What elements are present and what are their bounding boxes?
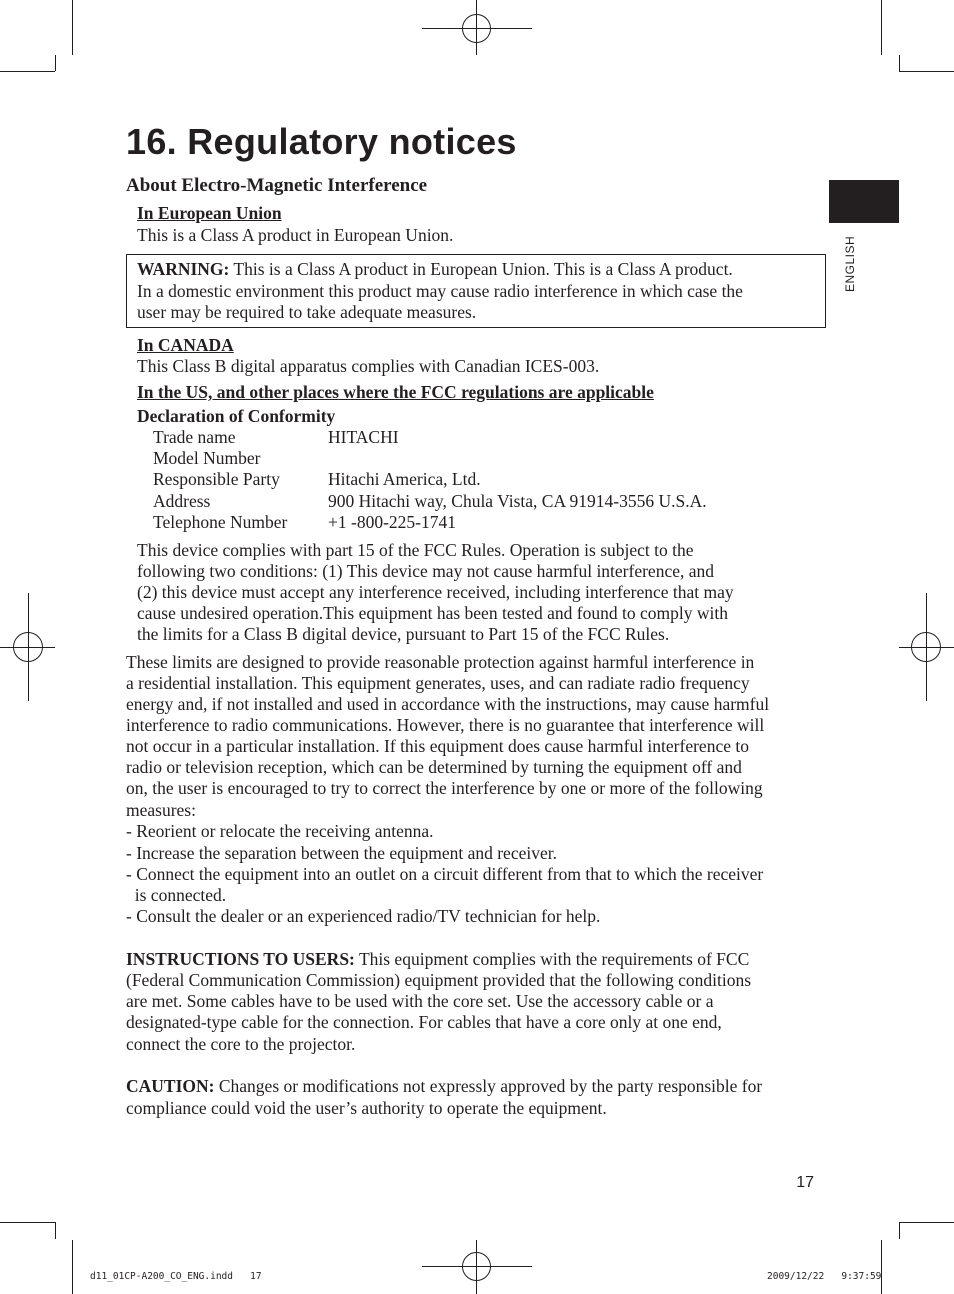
declaration-label: Model Number — [153, 448, 261, 469]
limits-line: on, the user is encouraged to try to correct the interference by one or more of the following — [126, 778, 763, 798]
measure-item: - Consult the dealer or an experienced radio/TV technician for help. — [126, 906, 601, 926]
declaration-label: Trade name — [153, 427, 236, 447]
warning-text-1: This is a Class A product in European Union. This is a Class A product. — [229, 259, 733, 279]
instructions-line: connect the core to the projector. — [126, 1034, 356, 1054]
warning-line-1 — [137, 259, 733, 280]
declaration-table — [153, 427, 707, 533]
declaration-row — [153, 469, 707, 490]
declaration-row — [153, 491, 707, 512]
declaration-row — [153, 512, 707, 533]
limits-line: not occur in a particular installation. If this equipment does cause harmful interference to — [126, 736, 749, 756]
canada-heading: In CANADA — [137, 335, 234, 355]
instructions-first-line: This equipment complies with the requirements of FCC — [354, 949, 750, 969]
measure-item: - Connect the equipment into an outlet on a circuit different from that to which the receiver — [126, 864, 764, 884]
compliance-line: This device complies with part 15 of the FCC Rules. Operation is subject to the — [137, 540, 694, 560]
declaration-value — [328, 448, 707, 469]
caution-line-2: compliance could void the user’s authority to operate the equipment. — [126, 1098, 607, 1118]
limits-line: radio or television reception, which can be determined by turning the equipment off and — [126, 757, 742, 777]
caution-label: CAUTION: — [126, 1076, 215, 1096]
section-heading: About Electro-Magnetic Interference — [126, 175, 428, 196]
declaration-value: HITACHI — [328, 427, 399, 447]
declaration-label: Telephone Number — [153, 511, 288, 532]
compliance-line: (2) this device must accept any interference received, including interference that may — [137, 582, 734, 602]
declaration-label: Responsible Party — [153, 469, 280, 490]
measure-item: - Increase the separation between the equipment and receiver. — [126, 843, 557, 863]
eu-text: This is a Class A product in European Union. — [137, 225, 454, 245]
declaration-value: Hitachi America, Ltd. — [328, 469, 481, 490]
page-number: 17 — [796, 1174, 814, 1191]
footer-timestamp: 2009/12/22 9:37:59 — [767, 1271, 882, 1282]
warning-line-2: In a domestic environment this product may cause radio interference in which case the — [137, 281, 743, 301]
instructions-line-1 — [126, 949, 749, 970]
us-heading: In the US, and other places where the FCC regulations are applicable — [137, 382, 654, 402]
footer-file: d11_01CP-A200_CO_ENG.indd 17 — [90, 1271, 262, 1282]
instructions-line: are met. Some cables have to be used with the core set. Use the accessory cable or a — [126, 991, 714, 1011]
limits-line: energy and, if not installed and used in accordance with the instructions, may cause harmful — [126, 694, 770, 714]
limits-line: interference to radio communications. However, there is no guarantee that interference will — [126, 715, 765, 735]
measure-item: is connected. — [126, 885, 227, 905]
language-tab-label: ENGLISH — [843, 235, 857, 292]
caution-first-line: Changes or modifications not expressly approved by the party responsible for — [214, 1076, 763, 1096]
declaration-row — [153, 448, 707, 469]
language-tab-block — [829, 180, 899, 223]
instructions-label: INSTRUCTIONS TO USERS: — [126, 949, 355, 969]
instructions-line: designated-type cable for the connection. For cables that have a core only at one end, — [126, 1012, 722, 1032]
canada-text: This Class B digital apparatus complies with Canadian ICES-003. — [137, 356, 600, 376]
warning-label: WARNING: — [137, 259, 230, 279]
declaration-value: +1 -800-225-1741 — [328, 511, 456, 532]
caution-line-1 — [126, 1076, 762, 1097]
limits-line: measures: — [126, 800, 196, 820]
page-title: 16. Regulatory notices — [126, 121, 517, 162]
eu-heading: In European Union — [137, 203, 282, 223]
declaration-row — [153, 427, 707, 448]
compliance-line: following two conditions: (1) This device may not cause harmful interference, and — [137, 561, 715, 581]
declaration-value: 900 Hitachi way, Chula Vista, CA 91914-3556 U.S.A. — [328, 490, 707, 511]
instructions-line: (Federal Communication Commission) equipment provided that the following conditions — [126, 970, 752, 990]
declaration-label: Address — [153, 490, 211, 511]
limits-line: a residential installation. This equipment generates, uses, and can radiate radio frequency — [126, 673, 750, 693]
warning-line-3: user may be required to take adequate measures. — [137, 302, 477, 322]
measure-item: - Reorient or relocate the receiving antenna. — [126, 821, 434, 841]
limits-line: These limits are designed to provide reasonable protection against harmful interference in — [126, 652, 755, 672]
compliance-line: cause undesired operation.This equipment has been tested and found to comply with — [137, 603, 728, 623]
compliance-line: the limits for a Class B digital device, pursuant to Part 15 of the FCC Rules. — [137, 624, 670, 644]
declaration-heading: Declaration of Conformity — [137, 406, 336, 426]
